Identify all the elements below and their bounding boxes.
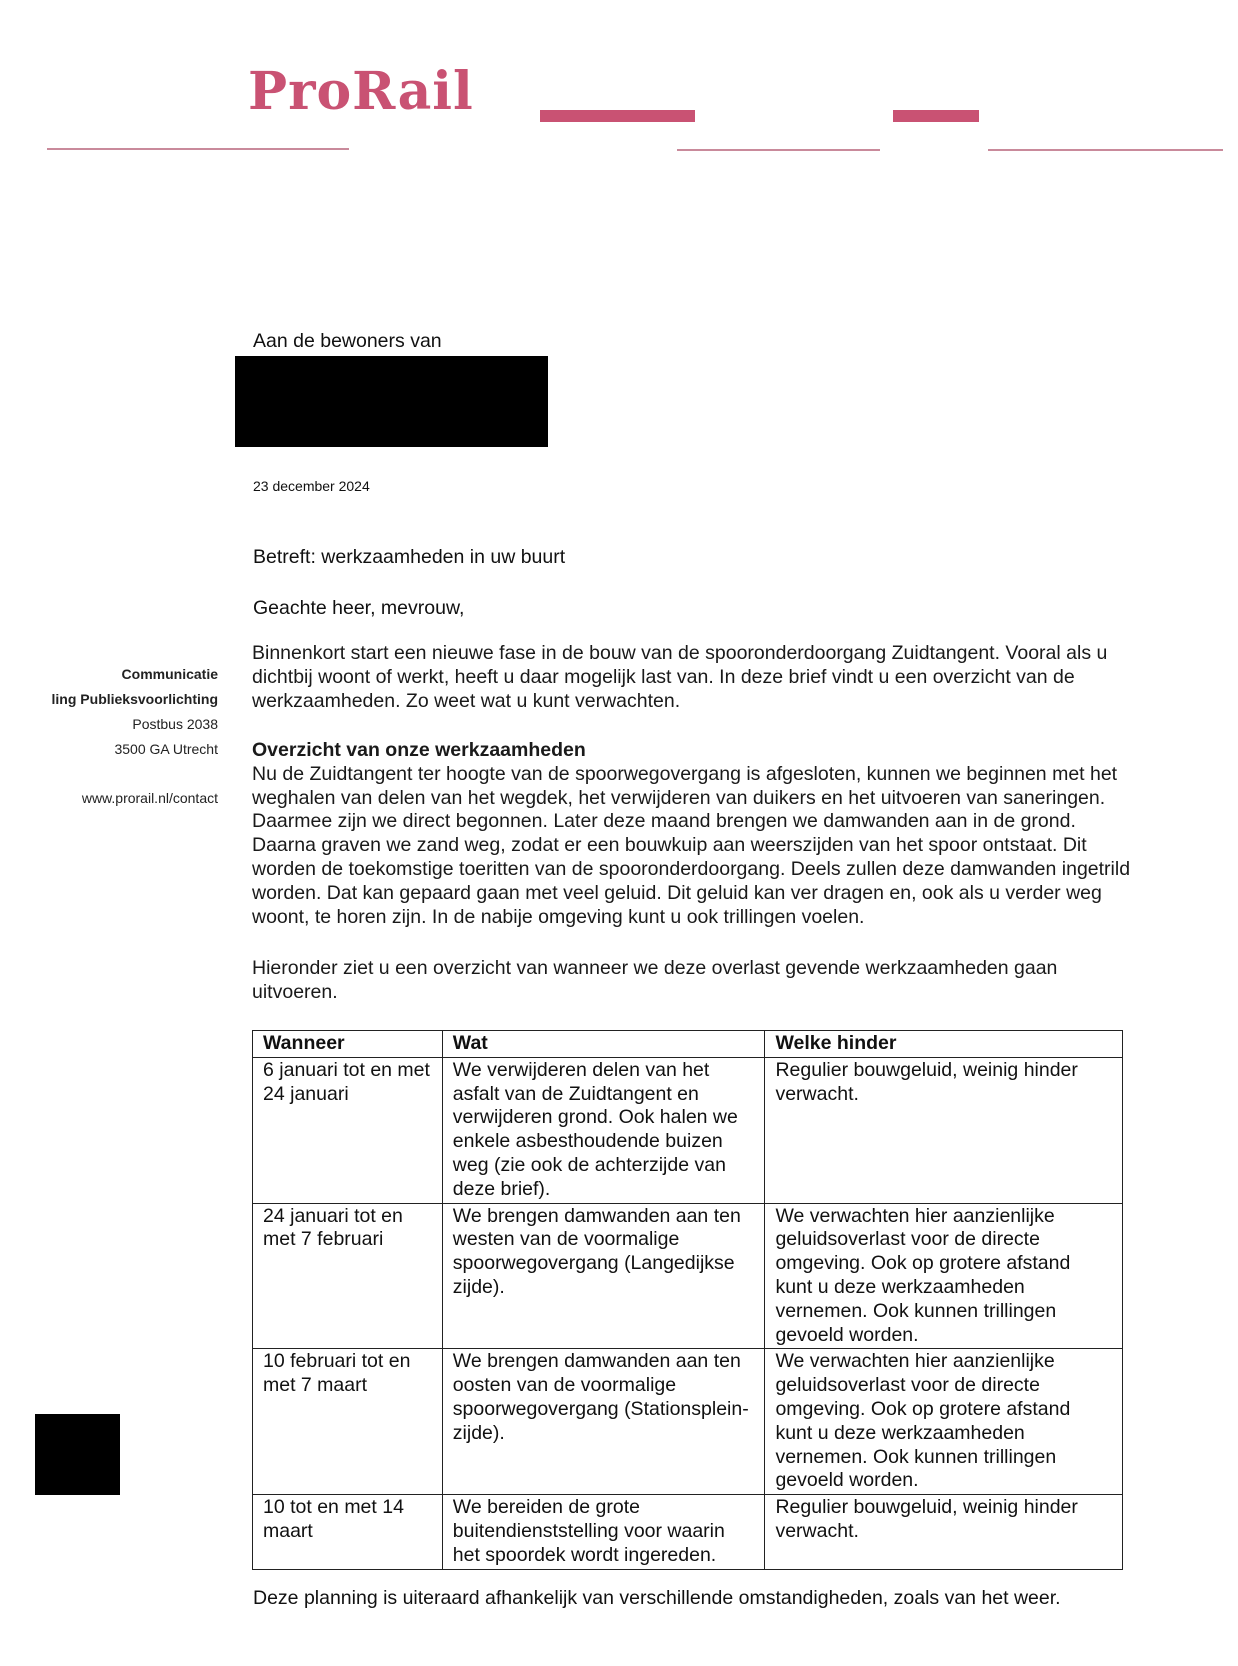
redacted-mark bbox=[35, 1414, 120, 1495]
cell-what: We bereiden de grote buitendienststelling voor waarin het spoordek wordt ingereden. bbox=[442, 1495, 765, 1569]
cell-hinder: We verwachten hier aanzienlijke geluidsoverlast voor de directe omgeving. Ook op grotere afstand kunt u deze werkzaamheden vernemen. Ook kunnen trillingen gevoeld worden. bbox=[765, 1349, 1123, 1495]
header-hinder: Welke hinder bbox=[765, 1031, 1123, 1058]
table-row bbox=[253, 1349, 1123, 1495]
cell-what: We verwijderen delen van het asfalt van de Zuidtangent en verwijderen grond. Ook halen we enkele asbesthoudende buizen weg (zie ook de achterzijde van deze brief). bbox=[442, 1057, 765, 1203]
contact-link[interactable]: www.prorail.nl/contact bbox=[81, 790, 218, 806]
letterhead-rule-1 bbox=[47, 148, 349, 150]
sender-postbus: Postbus 2038 bbox=[132, 716, 218, 732]
sender-info bbox=[52, 662, 218, 811]
overview-body: Nu de Zuidtangent ter hoogte van de spoorwegovergang is afgesloten, kunnen we beginnen met het weghalen van delen van het wegdek, het verwijderen van duikers en het uitvoeren van saneringen. Daarmee zijn we direct begonnen. Later deze maand brengen we damwanden aan in de grond. Daarna graven we zand weg, zodat er een bouwkuip aan weerszijden van het spoor ontstaat. Dit worden de toekomstige toeritten van de spooronderdoorgang. Deels zullen deze damwanden ingetrild worden. Dat kan gepaard gaan met veel geluid. Dit geluid kan ver dragen en, ook als u verder weg woont, te horen zijn. In de nabije omgeving kunt u ook trillingen voelen. bbox=[252, 762, 1131, 928]
letterhead-bar-right bbox=[893, 110, 979, 122]
cell-what: We brengen damwanden aan ten oosten van de voormalige spoorwegovergang (Stationsplein-zijde). bbox=[442, 1349, 765, 1495]
table-row bbox=[253, 1495, 1123, 1569]
cell-when: 10 tot en met 14 maart bbox=[253, 1495, 443, 1569]
cell-when: 24 januari tot en met 7 februari bbox=[253, 1203, 443, 1349]
salutation: Geachte heer, mevrouw, bbox=[253, 597, 465, 619]
cell-hinder: We verwachten hier aanzienlijke geluidsoverlast voor de directe omgeving. Ook op grotere afstand kunt u deze werkzaamheden vernemen. Ook kunnen trillingen gevoeld worden. bbox=[765, 1203, 1123, 1349]
subject-line: Betreft: werkzaamheden in uw buurt bbox=[253, 546, 566, 568]
sender-unit: ling Publieksvoorlichting bbox=[51, 691, 218, 707]
letterhead-bar-left bbox=[540, 110, 695, 122]
sender-postcode: 3500 GA Utrecht bbox=[114, 741, 218, 757]
table-row bbox=[253, 1203, 1123, 1349]
redacted-address bbox=[235, 356, 548, 447]
table-intro: Hieronder ziet u een overzicht van wanneer we deze overlast gevende werkzaamheden gaan uitvoeren. bbox=[252, 957, 1058, 1003]
letterhead-rule-2 bbox=[677, 149, 880, 151]
planning-note: Deze planning is uiteraard afhankelijk van verschillende omstandigheden, zoals van het weer. bbox=[253, 1587, 1061, 1609]
recipient-line: Aan de bewoners van bbox=[253, 330, 442, 352]
header-wat: Wat bbox=[442, 1031, 765, 1058]
schedule-table bbox=[252, 1030, 1123, 1570]
table-row bbox=[253, 1057, 1123, 1203]
cell-hinder: Regulier bouwgeluid, weinig hinder verwacht. bbox=[765, 1057, 1123, 1203]
prorail-logo: ProRail bbox=[248, 61, 474, 122]
letter-date: 23 december 2024 bbox=[253, 478, 370, 494]
cell-when: 6 januari tot en met 24 januari bbox=[253, 1057, 443, 1203]
table-header-row bbox=[253, 1031, 1123, 1058]
cell-when: 10 februari tot en met 7 maart bbox=[253, 1349, 443, 1495]
letterhead-rule-3 bbox=[988, 149, 1223, 151]
overview-heading: Overzicht van onze werkzaamheden bbox=[252, 739, 586, 761]
overview-section bbox=[252, 739, 1132, 929]
cell-hinder: Regulier bouwgeluid, weinig hinder verwacht. bbox=[765, 1495, 1123, 1569]
sender-department: Communicatie bbox=[121, 666, 218, 682]
header-wanneer: Wanneer bbox=[253, 1031, 443, 1058]
cell-what: We brengen damwanden aan ten westen van de voormalige spoorwegovergang (Langedijkse zijde). bbox=[442, 1203, 765, 1349]
intro-paragraph: Binnenkort start een nieuwe fase in de bouw van de spooronderdoorgang Zuidtangent. Vooral als u dichtbij woont of werkt, heeft u daar mogelijk last van. In deze brief vindt u een overzicht van de werkzaamheden. Zo weet wat u kunt verwachten. bbox=[252, 642, 1108, 712]
